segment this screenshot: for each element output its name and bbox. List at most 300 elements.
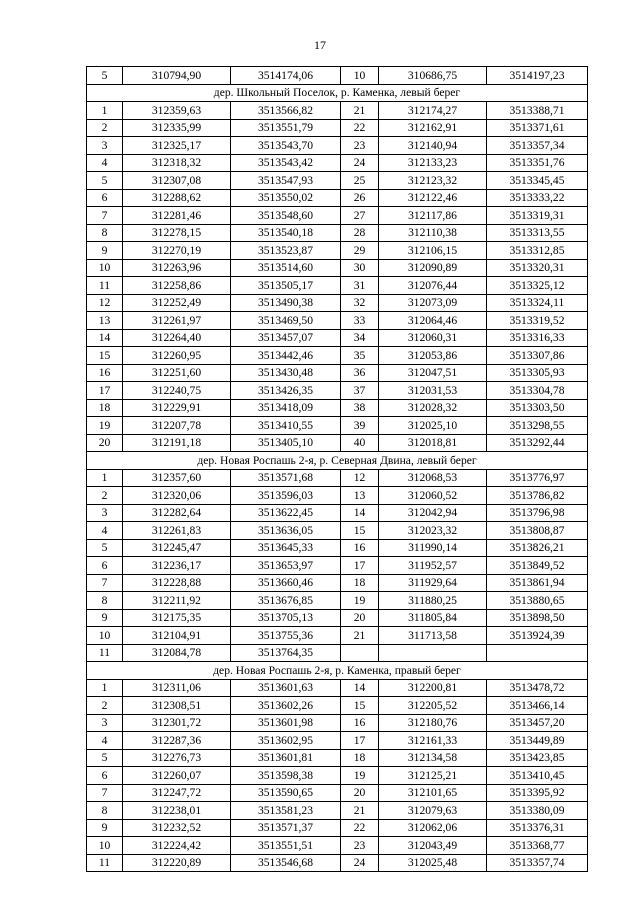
table-row — [87, 784, 588, 802]
table-row — [87, 259, 588, 277]
y-coordinate-cell: 3513442,46 — [231, 347, 341, 365]
point-number-cell: 15 — [341, 522, 379, 540]
y-coordinate-cell: 3513590,65 — [231, 784, 341, 802]
x-coordinate-cell: 312308,51 — [123, 697, 231, 715]
point-number-cell: 40 — [341, 434, 379, 452]
table-row — [87, 277, 588, 295]
point-number-cell: 16 — [341, 539, 379, 557]
point-number-cell: 17 — [87, 382, 123, 400]
point-number-cell: 14 — [341, 504, 379, 522]
point-number-cell: 4 — [87, 154, 123, 172]
y-coordinate-cell: 3513418,09 — [231, 399, 341, 417]
table-row — [87, 469, 588, 487]
section-header-row — [87, 84, 588, 102]
point-number-cell: 6 — [87, 557, 123, 575]
y-coordinate-cell: 3513410,45 — [487, 767, 588, 785]
point-number-cell — [341, 644, 379, 662]
point-number-cell: 10 — [87, 627, 123, 645]
y-coordinate-cell: 3513292,44 — [487, 434, 588, 452]
y-coordinate-cell: 3513880,65 — [487, 592, 588, 610]
y-coordinate-cell: 3513622,45 — [231, 504, 341, 522]
table-row — [87, 749, 588, 767]
point-number-cell: 3 — [87, 137, 123, 155]
table-row — [87, 312, 588, 330]
x-coordinate-cell: 312023,32 — [379, 522, 487, 540]
y-coordinate-cell: 3513395,92 — [487, 784, 588, 802]
table-row — [87, 119, 588, 137]
table-row — [87, 67, 588, 85]
x-coordinate-cell — [379, 644, 487, 662]
y-coordinate-cell: 3513543,42 — [231, 154, 341, 172]
y-coordinate-cell: 3513478,72 — [487, 679, 588, 697]
y-coordinate-cell: 3513547,93 — [231, 172, 341, 190]
y-coordinate-cell: 3513469,50 — [231, 312, 341, 330]
x-coordinate-cell: 312318,32 — [123, 154, 231, 172]
table-row — [87, 434, 588, 452]
x-coordinate-cell: 312247,72 — [123, 784, 231, 802]
point-number-cell: 1 — [87, 102, 123, 120]
x-coordinate-cell: 312064,46 — [379, 312, 487, 330]
x-coordinate-cell: 312031,53 — [379, 382, 487, 400]
x-coordinate-cell: 312053,86 — [379, 347, 487, 365]
x-coordinate-cell: 312229,91 — [123, 399, 231, 417]
x-coordinate-cell: 312207,78 — [123, 417, 231, 435]
point-number-cell: 12 — [87, 294, 123, 312]
x-coordinate-cell: 312278,15 — [123, 224, 231, 242]
point-number-cell: 32 — [341, 294, 379, 312]
y-coordinate-cell: 3513357,34 — [487, 137, 588, 155]
point-number-cell: 19 — [341, 767, 379, 785]
x-coordinate-cell: 312240,75 — [123, 382, 231, 400]
y-coordinate-cell: 3513543,70 — [231, 137, 341, 155]
table-row — [87, 837, 588, 855]
x-coordinate-cell: 312084,78 — [123, 644, 231, 662]
point-number-cell: 7 — [87, 574, 123, 592]
x-coordinate-cell: 312060,52 — [379, 487, 487, 505]
point-number-cell: 18 — [341, 749, 379, 767]
point-number-cell: 16 — [341, 714, 379, 732]
table-row — [87, 714, 588, 732]
x-coordinate-cell: 312260,95 — [123, 347, 231, 365]
table-row — [87, 557, 588, 575]
table-row — [87, 679, 588, 697]
y-coordinate-cell: 3513808,87 — [487, 522, 588, 540]
table-row — [87, 347, 588, 365]
coordinates-table — [86, 66, 588, 872]
point-number-cell: 10 — [87, 837, 123, 855]
point-number-cell: 8 — [87, 224, 123, 242]
x-coordinate-cell: 312288,62 — [123, 189, 231, 207]
section-header-row — [87, 452, 588, 470]
x-coordinate-cell: 312252,49 — [123, 294, 231, 312]
point-number-cell: 23 — [341, 137, 379, 155]
x-coordinate-cell: 312025,10 — [379, 417, 487, 435]
table-row — [87, 189, 588, 207]
x-coordinate-cell: 312191,18 — [123, 434, 231, 452]
y-coordinate-cell: 3513312,85 — [487, 242, 588, 260]
section-title: дер. Школьный Поселок, р. Каменка, левый берег — [87, 84, 588, 102]
y-coordinate-cell: 3513581,23 — [231, 802, 341, 820]
point-number-cell: 18 — [87, 399, 123, 417]
y-coordinate-cell: 3513319,52 — [487, 312, 588, 330]
y-coordinate-cell: 3513601,81 — [231, 749, 341, 767]
x-coordinate-cell: 312263,96 — [123, 259, 231, 277]
table-row — [87, 732, 588, 750]
point-number-cell: 28 — [341, 224, 379, 242]
y-coordinate-cell: 3513786,82 — [487, 487, 588, 505]
point-number-cell: 6 — [87, 189, 123, 207]
point-number-cell: 9 — [87, 819, 123, 837]
table-row — [87, 644, 588, 662]
x-coordinate-cell: 312068,53 — [379, 469, 487, 487]
point-number-cell: 6 — [87, 767, 123, 785]
x-coordinate-cell: 312359,63 — [123, 102, 231, 120]
y-coordinate-cell: 3513333,22 — [487, 189, 588, 207]
x-coordinate-cell: 312357,60 — [123, 469, 231, 487]
y-coordinate-cell: 3513505,17 — [231, 277, 341, 295]
x-coordinate-cell: 312261,97 — [123, 312, 231, 330]
y-coordinate-cell: 3513861,94 — [487, 574, 588, 592]
x-coordinate-cell: 311990,14 — [379, 539, 487, 557]
x-coordinate-cell: 312133,23 — [379, 154, 487, 172]
point-number-cell: 9 — [87, 609, 123, 627]
x-coordinate-cell: 312101,65 — [379, 784, 487, 802]
y-coordinate-cell: 3513645,33 — [231, 539, 341, 557]
x-coordinate-cell: 312245,47 — [123, 539, 231, 557]
x-coordinate-cell: 312090,89 — [379, 259, 487, 277]
table-row — [87, 364, 588, 382]
y-coordinate-cell: 3513551,51 — [231, 837, 341, 855]
y-coordinate-cell: 3513660,46 — [231, 574, 341, 592]
point-number-cell: 22 — [341, 119, 379, 137]
point-number-cell: 14 — [87, 329, 123, 347]
x-coordinate-cell: 310686,75 — [379, 67, 487, 85]
x-coordinate-cell: 312281,46 — [123, 207, 231, 225]
table-row — [87, 697, 588, 715]
table-row — [87, 504, 588, 522]
table-row — [87, 207, 588, 225]
table-row — [87, 417, 588, 435]
x-coordinate-cell: 312282,64 — [123, 504, 231, 522]
y-coordinate-cell: 3513324,11 — [487, 294, 588, 312]
point-number-cell: 23 — [341, 837, 379, 855]
point-number-cell: 11 — [87, 277, 123, 295]
y-coordinate-cell: 3513298,55 — [487, 417, 588, 435]
point-number-cell: 36 — [341, 364, 379, 382]
point-number-cell: 5 — [87, 172, 123, 190]
y-coordinate-cell: 3513602,95 — [231, 732, 341, 750]
point-number-cell: 13 — [87, 312, 123, 330]
table-row — [87, 609, 588, 627]
y-coordinate-cell: 3513457,07 — [231, 329, 341, 347]
y-coordinate-cell: 3513313,55 — [487, 224, 588, 242]
x-coordinate-cell: 312175,35 — [123, 609, 231, 627]
point-number-cell: 38 — [341, 399, 379, 417]
table-row — [87, 329, 588, 347]
y-coordinate-cell: 3513368,77 — [487, 837, 588, 855]
y-coordinate-cell: 3513514,60 — [231, 259, 341, 277]
table-row — [87, 137, 588, 155]
y-coordinate-cell: 3513316,33 — [487, 329, 588, 347]
x-coordinate-cell: 312062,06 — [379, 819, 487, 837]
y-coordinate-cell: 3513351,76 — [487, 154, 588, 172]
y-coordinate-cell: 3513898,50 — [487, 609, 588, 627]
x-coordinate-cell: 312162,91 — [379, 119, 487, 137]
point-number-cell: 39 — [341, 417, 379, 435]
table-row — [87, 487, 588, 505]
x-coordinate-cell: 312287,36 — [123, 732, 231, 750]
y-coordinate-cell: 3513796,98 — [487, 504, 588, 522]
x-coordinate-cell: 312236,17 — [123, 557, 231, 575]
x-coordinate-cell: 312073,09 — [379, 294, 487, 312]
point-number-cell: 14 — [341, 679, 379, 697]
x-coordinate-cell: 312025,48 — [379, 854, 487, 872]
x-coordinate-cell: 312076,44 — [379, 277, 487, 295]
x-coordinate-cell: 312307,08 — [123, 172, 231, 190]
table-row — [87, 539, 588, 557]
x-coordinate-cell: 312224,42 — [123, 837, 231, 855]
point-number-cell: 20 — [341, 784, 379, 802]
section-header-row — [87, 662, 588, 680]
point-number-cell: 4 — [87, 522, 123, 540]
section-title: дер. Новая Роспашь 2-я, р. Северная Двина, левый берег — [87, 452, 588, 470]
y-coordinate-cell: 3513551,79 — [231, 119, 341, 137]
point-number-cell: 2 — [87, 697, 123, 715]
point-number-cell: 33 — [341, 312, 379, 330]
y-coordinate-cell: 3513653,97 — [231, 557, 341, 575]
x-coordinate-cell: 312238,01 — [123, 802, 231, 820]
point-number-cell: 34 — [341, 329, 379, 347]
x-coordinate-cell: 312180,76 — [379, 714, 487, 732]
y-coordinate-cell — [487, 644, 588, 662]
point-number-cell: 15 — [341, 697, 379, 715]
x-coordinate-cell: 312110,38 — [379, 224, 487, 242]
x-coordinate-cell: 311952,57 — [379, 557, 487, 575]
y-coordinate-cell: 3514174,06 — [231, 67, 341, 85]
point-number-cell: 21 — [341, 102, 379, 120]
y-coordinate-cell: 3513755,36 — [231, 627, 341, 645]
x-coordinate-cell: 312264,40 — [123, 329, 231, 347]
point-number-cell: 15 — [87, 347, 123, 365]
point-number-cell: 8 — [87, 592, 123, 610]
point-number-cell: 4 — [87, 732, 123, 750]
y-coordinate-cell: 3513776,97 — [487, 469, 588, 487]
y-coordinate-cell: 3513376,31 — [487, 819, 588, 837]
x-coordinate-cell: 312106,15 — [379, 242, 487, 260]
y-coordinate-cell: 3513426,35 — [231, 382, 341, 400]
y-coordinate-cell: 3513601,63 — [231, 679, 341, 697]
y-coordinate-cell: 3513371,61 — [487, 119, 588, 137]
x-coordinate-cell: 312205,52 — [379, 697, 487, 715]
x-coordinate-cell: 312018,81 — [379, 434, 487, 452]
y-coordinate-cell: 3513307,86 — [487, 347, 588, 365]
table-row — [87, 242, 588, 260]
y-coordinate-cell: 3513571,37 — [231, 819, 341, 837]
table-row — [87, 154, 588, 172]
x-coordinate-cell: 312251,60 — [123, 364, 231, 382]
x-coordinate-cell: 312123,32 — [379, 172, 487, 190]
y-coordinate-cell: 3513423,85 — [487, 749, 588, 767]
table-row — [87, 627, 588, 645]
y-coordinate-cell: 3513405,10 — [231, 434, 341, 452]
x-coordinate-cell: 312260,07 — [123, 767, 231, 785]
y-coordinate-cell: 3513826,21 — [487, 539, 588, 557]
table-row — [87, 522, 588, 540]
point-number-cell: 11 — [87, 644, 123, 662]
x-coordinate-cell: 312270,19 — [123, 242, 231, 260]
x-coordinate-cell: 311805,84 — [379, 609, 487, 627]
y-coordinate-cell: 3513304,78 — [487, 382, 588, 400]
y-coordinate-cell: 3513305,93 — [487, 364, 588, 382]
x-coordinate-cell: 312261,83 — [123, 522, 231, 540]
point-number-cell: 5 — [87, 67, 123, 85]
table-row — [87, 592, 588, 610]
x-coordinate-cell: 312320,06 — [123, 487, 231, 505]
y-coordinate-cell: 3513490,38 — [231, 294, 341, 312]
table-row — [87, 574, 588, 592]
point-number-cell: 37 — [341, 382, 379, 400]
table-row — [87, 172, 588, 190]
point-number-cell: 16 — [87, 364, 123, 382]
y-coordinate-cell: 3513602,26 — [231, 697, 341, 715]
y-coordinate-cell: 3513357,74 — [487, 854, 588, 872]
y-coordinate-cell: 3513849,52 — [487, 557, 588, 575]
point-number-cell: 30 — [341, 259, 379, 277]
x-coordinate-cell: 312104,91 — [123, 627, 231, 645]
point-number-cell: 8 — [87, 802, 123, 820]
x-coordinate-cell: 312301,72 — [123, 714, 231, 732]
point-number-cell: 5 — [87, 539, 123, 557]
y-coordinate-cell: 3513596,03 — [231, 487, 341, 505]
x-coordinate-cell: 312211,92 — [123, 592, 231, 610]
table-row — [87, 294, 588, 312]
y-coordinate-cell: 3513325,12 — [487, 277, 588, 295]
point-number-cell: 2 — [87, 119, 123, 137]
point-number-cell: 12 — [341, 469, 379, 487]
point-number-cell: 24 — [341, 854, 379, 872]
y-coordinate-cell: 3513548,60 — [231, 207, 341, 225]
y-coordinate-cell: 3513705,13 — [231, 609, 341, 627]
x-coordinate-cell: 312161,33 — [379, 732, 487, 750]
y-coordinate-cell: 3513601,98 — [231, 714, 341, 732]
table-row — [87, 802, 588, 820]
y-coordinate-cell: 3513380,09 — [487, 802, 588, 820]
x-coordinate-cell: 312042,94 — [379, 504, 487, 522]
y-coordinate-cell: 3513566,82 — [231, 102, 341, 120]
x-coordinate-cell: 312117,86 — [379, 207, 487, 225]
coordinates-table-body — [87, 67, 588, 872]
x-coordinate-cell: 312228,88 — [123, 574, 231, 592]
y-coordinate-cell: 3513676,85 — [231, 592, 341, 610]
x-coordinate-cell: 312125,21 — [379, 767, 487, 785]
x-coordinate-cell: 311880,25 — [379, 592, 487, 610]
table-row — [87, 854, 588, 872]
x-coordinate-cell: 312043,49 — [379, 837, 487, 855]
y-coordinate-cell: 3513388,71 — [487, 102, 588, 120]
point-number-cell: 13 — [341, 487, 379, 505]
y-coordinate-cell: 3513598,38 — [231, 767, 341, 785]
page-number: 17 — [314, 38, 326, 52]
y-coordinate-cell: 3513449,89 — [487, 732, 588, 750]
y-coordinate-cell: 3513636,05 — [231, 522, 341, 540]
point-number-cell: 24 — [341, 154, 379, 172]
point-number-cell: 10 — [341, 67, 379, 85]
point-number-cell: 17 — [341, 732, 379, 750]
table-row — [87, 382, 588, 400]
section-title: дер. Новая Роспашь 2-я, р. Каменка, правый берег — [87, 662, 588, 680]
x-coordinate-cell: 312122,46 — [379, 189, 487, 207]
x-coordinate-cell: 312047,51 — [379, 364, 487, 382]
point-number-cell: 21 — [341, 802, 379, 820]
x-coordinate-cell: 312200,81 — [379, 679, 487, 697]
point-number-cell: 7 — [87, 784, 123, 802]
point-number-cell: 17 — [341, 557, 379, 575]
point-number-cell: 27 — [341, 207, 379, 225]
table-row — [87, 819, 588, 837]
x-coordinate-cell: 312174,27 — [379, 102, 487, 120]
x-coordinate-cell: 312220,89 — [123, 854, 231, 872]
point-number-cell: 11 — [87, 854, 123, 872]
point-number-cell: 9 — [87, 242, 123, 260]
y-coordinate-cell: 3513430,48 — [231, 364, 341, 382]
point-number-cell: 3 — [87, 504, 123, 522]
y-coordinate-cell: 3513924,39 — [487, 627, 588, 645]
y-coordinate-cell: 3513550,02 — [231, 189, 341, 207]
x-coordinate-cell: 312134,58 — [379, 749, 487, 767]
point-number-cell: 1 — [87, 469, 123, 487]
point-number-cell: 19 — [87, 417, 123, 435]
x-coordinate-cell: 312325,17 — [123, 137, 231, 155]
x-coordinate-cell: 312079,63 — [379, 802, 487, 820]
table-row — [87, 767, 588, 785]
y-coordinate-cell: 3513319,31 — [487, 207, 588, 225]
y-coordinate-cell: 3513540,18 — [231, 224, 341, 242]
x-coordinate-cell: 312028,32 — [379, 399, 487, 417]
x-coordinate-cell: 312276,73 — [123, 749, 231, 767]
y-coordinate-cell: 3513764,35 — [231, 644, 341, 662]
y-coordinate-cell: 3513320,31 — [487, 259, 588, 277]
y-coordinate-cell: 3513571,68 — [231, 469, 341, 487]
point-number-cell: 18 — [341, 574, 379, 592]
point-number-cell: 7 — [87, 207, 123, 225]
x-coordinate-cell: 312335,99 — [123, 119, 231, 137]
y-coordinate-cell: 3513523,87 — [231, 242, 341, 260]
point-number-cell: 2 — [87, 487, 123, 505]
point-number-cell: 5 — [87, 749, 123, 767]
x-coordinate-cell: 311713,58 — [379, 627, 487, 645]
point-number-cell: 19 — [341, 592, 379, 610]
y-coordinate-cell: 3513457,20 — [487, 714, 588, 732]
x-coordinate-cell: 310794,90 — [123, 67, 231, 85]
point-number-cell: 21 — [341, 627, 379, 645]
point-number-cell: 20 — [87, 434, 123, 452]
point-number-cell: 35 — [341, 347, 379, 365]
point-number-cell: 10 — [87, 259, 123, 277]
y-coordinate-cell: 3514197,23 — [487, 67, 588, 85]
point-number-cell: 25 — [341, 172, 379, 190]
table-row — [87, 102, 588, 120]
point-number-cell: 22 — [341, 819, 379, 837]
x-coordinate-cell: 312232,52 — [123, 819, 231, 837]
y-coordinate-cell: 3513345,45 — [487, 172, 588, 190]
point-number-cell: 1 — [87, 679, 123, 697]
y-coordinate-cell: 3513410,55 — [231, 417, 341, 435]
point-number-cell: 26 — [341, 189, 379, 207]
x-coordinate-cell: 312311,06 — [123, 679, 231, 697]
table-row — [87, 224, 588, 242]
y-coordinate-cell: 3513303,50 — [487, 399, 588, 417]
point-number-cell: 29 — [341, 242, 379, 260]
